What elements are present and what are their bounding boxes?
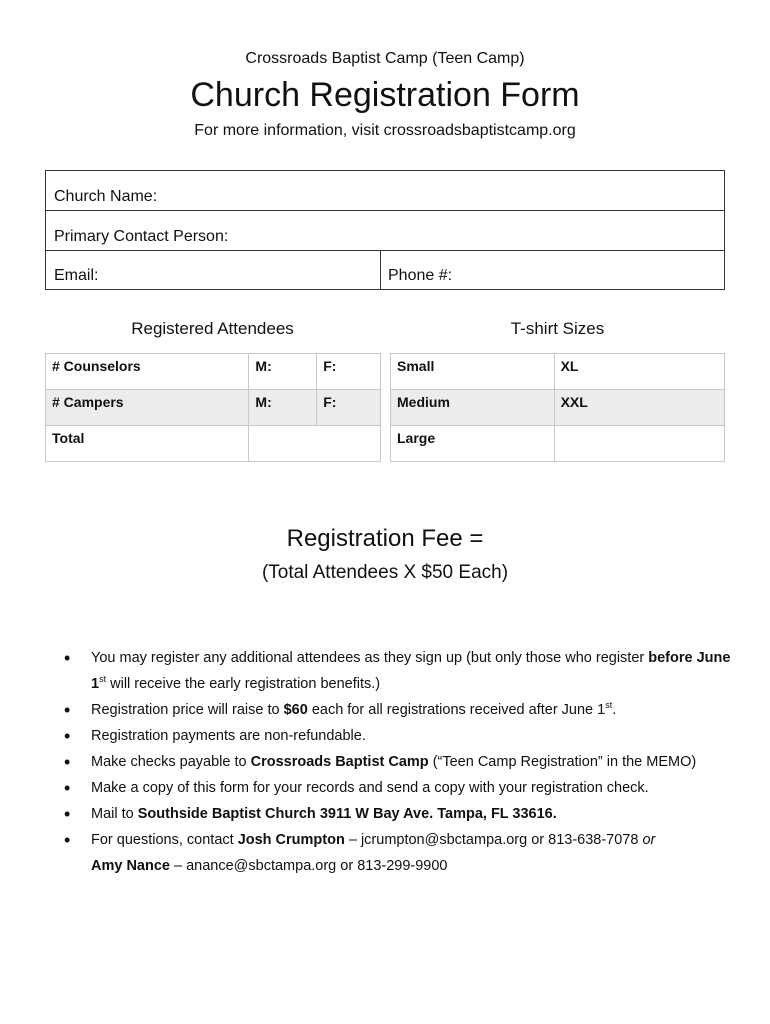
campers-female-cell[interactable]: F: <box>317 390 381 426</box>
divider <box>380 251 381 289</box>
note-sup: st <box>605 700 613 711</box>
counselors-female-cell[interactable]: F: <box>317 354 381 390</box>
total-label: Total <box>46 426 249 462</box>
campers-male-cell[interactable]: M: <box>249 390 317 426</box>
table-row <box>46 354 381 390</box>
counselors-label: # Counselors <box>46 354 249 390</box>
church-name-label: Church Name: <box>54 188 158 205</box>
list-item <box>58 723 738 749</box>
counselors-male-cell[interactable]: M: <box>249 354 317 390</box>
tshirt-heading: T-shirt Sizes <box>510 319 605 338</box>
table-row <box>391 390 725 426</box>
list-item <box>58 749 738 775</box>
total-cell[interactable] <box>249 426 381 462</box>
tshirt-table <box>390 353 725 462</box>
note-text: You may register any additional attendees as they sign up (but only those who register <box>91 650 649 666</box>
page-title: Church Registration Form <box>190 76 580 114</box>
list-item <box>58 697 738 723</box>
note-text: . <box>612 702 617 718</box>
campers-label: # Campers <box>46 390 249 426</box>
size-large-cell[interactable]: Large <box>391 426 555 462</box>
note-sup: st <box>99 674 107 685</box>
list-item <box>58 645 738 697</box>
table-row <box>46 426 381 462</box>
note-text: Make a copy of this form for your records and send a copy with your registration check. <box>91 780 649 796</box>
fee-title: Registration Fee = <box>286 525 484 552</box>
email-label: Email: <box>54 267 99 284</box>
note-bold: Josh Crumpton <box>237 832 345 848</box>
fee-formula: (Total Attendees X $50 Each) <box>261 562 509 583</box>
note-bold: $60 <box>283 702 308 718</box>
note-text: – jcrumpton@sbctampa.org or 813-638-7078 <box>344 832 643 848</box>
contact-info-box <box>45 170 725 290</box>
note-bold: Southside Baptist Church 3911 W Bay Ave. Tampa, FL 33616. <box>137 806 557 822</box>
note-text: For questions, contact <box>91 832 238 848</box>
primary-contact-field[interactable] <box>46 211 724 251</box>
table-row <box>391 426 725 462</box>
list-item <box>58 801 738 827</box>
list-item <box>58 775 738 801</box>
size-xl-cell[interactable]: XL <box>554 354 724 390</box>
attendees-table <box>45 353 381 462</box>
note-text: each for all registrations received after June 1 <box>307 702 606 718</box>
info-line: For more information, visit crossroadsbaptistcamp.org <box>194 122 576 139</box>
form-subtitle: Crossroads Baptist Camp (Teen Camp) <box>245 50 525 67</box>
attendees-heading: Registered Attendees <box>131 319 294 338</box>
table-row <box>46 390 381 426</box>
size-small-cell[interactable]: Small <box>391 354 555 390</box>
note-text: (“Teen Camp Registration” in the MEMO) <box>428 754 697 770</box>
table-row <box>391 354 725 390</box>
church-name-field[interactable] <box>46 171 724 211</box>
note-bold: before June 1 <box>91 650 731 692</box>
note-italic: or <box>642 832 656 848</box>
size-empty-cell[interactable] <box>554 426 724 462</box>
size-xxl-cell[interactable]: XXL <box>554 390 724 426</box>
note-text: Mail to <box>91 806 138 822</box>
note-text: Registration price will raise to <box>91 702 284 718</box>
note-bold: Amy Nance <box>91 858 170 874</box>
phone-label: Phone #: <box>388 267 453 284</box>
size-medium-cell[interactable]: Medium <box>391 390 555 426</box>
notes-list <box>58 645 738 879</box>
note-text: will receive the early registration benefits.) <box>106 676 381 692</box>
note-text: – anance@sbctampa.org or 813-299-9900 <box>169 858 448 874</box>
note-text: Make checks payable to <box>91 754 251 770</box>
note-text: Registration payments are non-refundable. <box>91 728 366 744</box>
note-bold: Crossroads Baptist Camp <box>250 754 429 770</box>
primary-contact-label: Primary Contact Person: <box>54 228 229 245</box>
list-item <box>58 827 738 879</box>
email-phone-row <box>46 251 724 289</box>
